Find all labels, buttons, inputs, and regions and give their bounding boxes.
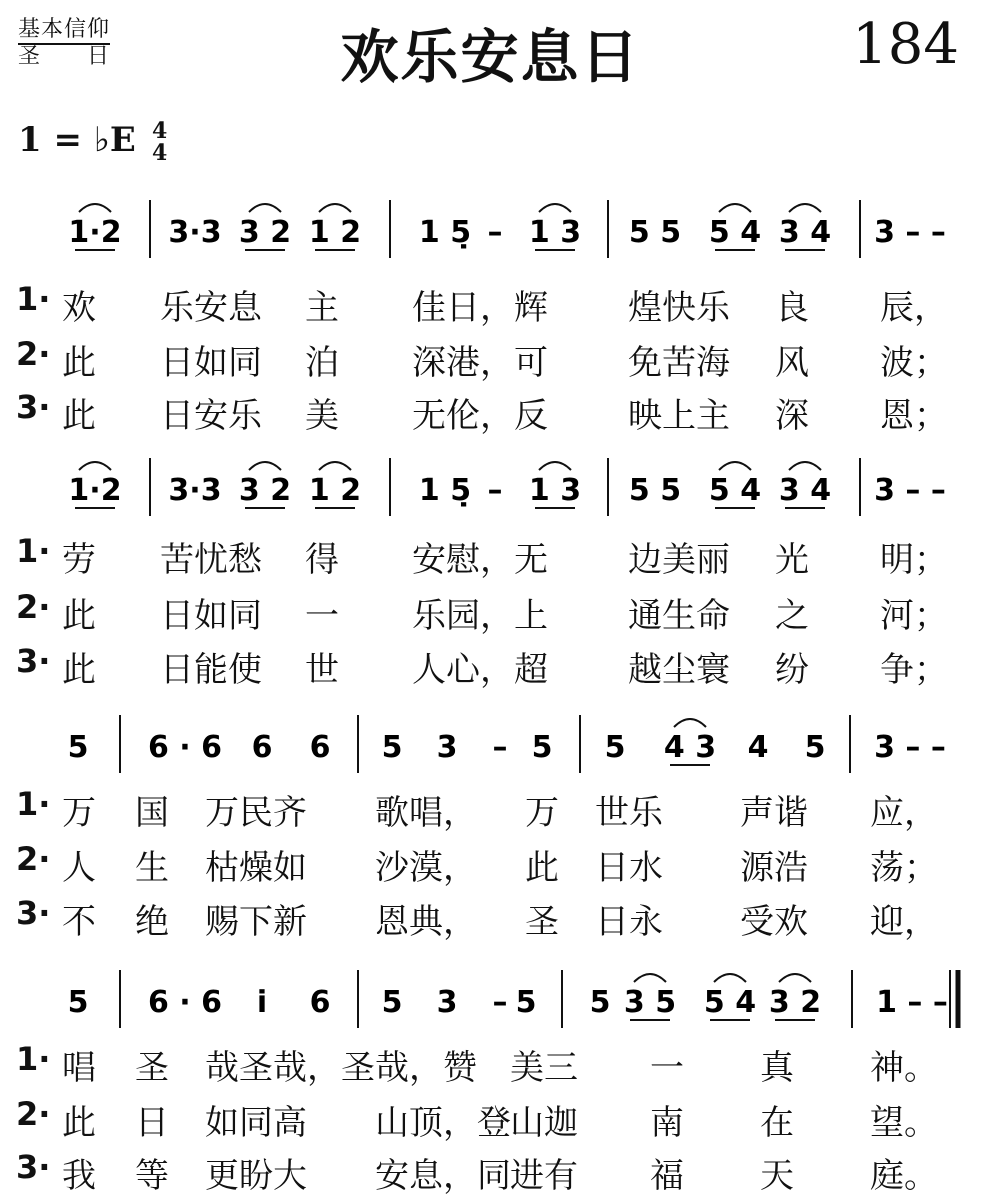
note-group: 5 — [515, 985, 537, 1020]
lyric-syllable: 源浩 — [740, 848, 808, 888]
verse-number: 2· — [16, 588, 51, 626]
verse-number: 1· — [16, 785, 51, 823]
lyric-syllable: 歌唱， — [375, 793, 477, 833]
lyric-syllable: 南 — [650, 1103, 684, 1143]
category-line-1: 基本信仰 — [18, 18, 110, 45]
lyric-syllable: 哉，赞 — [375, 1048, 477, 1088]
lyric-syllable: 应， — [870, 793, 938, 833]
note-group: 1 3 — [528, 215, 582, 250]
note-group: 4 — [747, 730, 769, 765]
lyric-syllable: 安息，同 — [375, 1156, 511, 1196]
note-group: 3 – – — [874, 215, 946, 250]
lyric-syllable: 生 — [135, 848, 169, 888]
lyric-syllable: 此 — [62, 650, 96, 690]
lyric-syllable: 进有 — [510, 1156, 578, 1196]
note-group: 5 — [67, 730, 89, 765]
note-group: 5 5 — [628, 215, 682, 250]
lyric-syllable: 万 — [62, 793, 96, 833]
slur-mark — [789, 462, 821, 470]
lyric-syllable: 圣 — [135, 1048, 169, 1088]
time-numerator: 4 — [152, 118, 168, 144]
note-group: 5 — [381, 730, 403, 765]
hymn-title: 欢乐安息日 — [340, 23, 641, 91]
note-group: 6 — [309, 730, 331, 765]
lyric-syllable: 日水 — [595, 848, 663, 888]
note-group: 3 – – — [874, 473, 946, 508]
lyric-syllable: 受欢 — [740, 902, 808, 942]
lyric-syllable: 如同高 — [205, 1103, 307, 1143]
notation-svg — [0, 960, 981, 1040]
slur-mark — [719, 204, 751, 212]
lyric-syllable: 光 — [775, 540, 809, 580]
lyric-syllable: 国 — [135, 793, 169, 833]
note-group: 5 4 — [708, 473, 762, 508]
verse-number: 1· — [16, 1040, 51, 1078]
verse-number: 2· — [16, 840, 51, 878]
lyric-syllable: 唱 — [62, 1048, 96, 1088]
lyric-syllable: 哉圣哉，圣 — [205, 1048, 375, 1088]
lyric-syllable: 恩典， — [375, 902, 477, 942]
lyric-syllable: 波； — [880, 343, 948, 383]
lyric-syllable: 一 — [650, 1048, 684, 1088]
lyric-syllable: 美 — [305, 396, 339, 436]
notation-system-4 — [0, 960, 981, 1040]
lyric-syllable: 真 — [760, 1048, 794, 1088]
lyric-line-verse-3 — [0, 388, 981, 440]
lyric-line-verse-2 — [0, 335, 981, 387]
lyric-syllable: 更盼大 — [205, 1156, 307, 1196]
note-group: 3 2 — [768, 985, 822, 1020]
lyric-syllable: 人 — [62, 848, 96, 888]
lyric-syllable: 安慰，无 — [412, 540, 548, 580]
note-group: 1 – – — [876, 985, 948, 1020]
slur-mark — [789, 204, 821, 212]
lyric-syllable: 迎， — [870, 902, 938, 942]
lyric-syllable: 圣 — [525, 902, 559, 942]
lyric-syllable: 深港，可 — [412, 343, 548, 383]
note-group: – — [492, 730, 508, 765]
note-group: 1 3 — [528, 473, 582, 508]
verse-number: 3· — [16, 642, 51, 680]
lyric-syllable: 风 — [775, 343, 809, 383]
note-group: 5 5 — [628, 473, 682, 508]
lyric-syllable: 世乐 — [595, 793, 663, 833]
lyric-syllable: 日永 — [595, 902, 663, 942]
lyric-syllable: 免苦海 — [628, 343, 730, 383]
slur-mark — [539, 462, 571, 470]
note-group: 1·2 — [68, 215, 122, 250]
lyric-syllable: 日 — [135, 1103, 169, 1143]
lyric-syllable: 声谐 — [740, 793, 808, 833]
lyric-syllable: 赐下新 — [205, 902, 307, 942]
lyric-line-verse-3 — [0, 642, 981, 694]
lyric-syllable: 乐安息 — [160, 288, 262, 328]
lyric-syllable: 日如同 — [160, 596, 262, 636]
lyric-syllable: 恩； — [880, 396, 948, 436]
lyric-syllable: 山迦 — [510, 1103, 578, 1143]
lyric-syllable: 天 — [760, 1156, 794, 1196]
lyric-syllable: 美三 — [510, 1048, 578, 1088]
note-group: 5 — [531, 730, 553, 765]
lyric-syllable: 辰， — [880, 288, 948, 328]
lyric-syllable: 无伦，反 — [412, 396, 548, 436]
lyric-syllable: 河； — [880, 596, 948, 636]
note-group: 1 5̣ — [418, 215, 472, 250]
lyric-syllable: 边美丽 — [628, 540, 730, 580]
lyric-syllable: 主 — [305, 288, 339, 328]
hymn-number: 184 — [852, 12, 959, 77]
lyric-syllable: 不 — [62, 902, 96, 942]
verse-number: 3· — [16, 388, 51, 426]
slur-mark — [319, 204, 351, 212]
note-group: 6 — [309, 985, 331, 1020]
note-group: 3 4 — [778, 215, 832, 250]
time-signature — [152, 120, 167, 164]
lyric-syllable: 此 — [62, 343, 96, 383]
lyric-syllable: 苦忧愁 — [160, 540, 262, 580]
lyric-syllable: 欢 — [62, 288, 96, 328]
time-denominator: 4 — [152, 140, 168, 166]
lyric-syllable: 纷 — [775, 650, 809, 690]
note-group: 3 2 — [238, 215, 292, 250]
slur-mark — [634, 974, 666, 982]
slur-mark — [319, 462, 351, 470]
lyric-line-verse-2 — [0, 840, 981, 892]
lyric-syllable: 望。 — [870, 1103, 938, 1143]
note-group: 6 — [251, 730, 273, 765]
lyric-syllable: 神。 — [870, 1048, 938, 1088]
verse-number: 2· — [16, 1095, 51, 1133]
note-group: 1 5̣ — [418, 473, 472, 508]
note-group: 3 2 — [238, 473, 292, 508]
lyric-syllable: 我 — [62, 1156, 96, 1196]
lyric-syllable: 日能使 — [160, 650, 262, 690]
lyric-syllable: 荡； — [870, 848, 938, 888]
note-group: 1·2 — [68, 473, 122, 508]
note-group: 1 2 — [308, 215, 362, 250]
lyric-line-verse-2 — [0, 588, 981, 640]
note-group: 5 — [804, 730, 826, 765]
note-group: i̇ — [256, 985, 268, 1020]
lyric-syllable: 此 — [62, 596, 96, 636]
note-group: 5 — [604, 730, 626, 765]
verse-number: 3· — [16, 894, 51, 932]
note-group: 3·3 — [168, 473, 222, 508]
verse-number: 1· — [16, 532, 51, 570]
note-group: 6 · 6 — [147, 985, 223, 1020]
lyric-syllable: 之 — [775, 596, 809, 636]
lyric-syllable: 万 — [525, 793, 559, 833]
lyric-syllable: 日安乐 — [160, 396, 262, 436]
key-signature: 1 = ♭E — [18, 120, 136, 160]
verse-number: 1· — [16, 280, 51, 318]
lyric-syllable: 此 — [525, 848, 559, 888]
lyric-syllable: 等 — [135, 1156, 169, 1196]
lyric-syllable: 此 — [62, 1103, 96, 1143]
note-group: 4 3 — [663, 730, 717, 765]
lyric-line-verse-1 — [0, 785, 981, 837]
lyric-syllable: 人心，超 — [412, 650, 548, 690]
category-line-2: 圣 日 — [18, 44, 111, 69]
slur-mark — [719, 462, 751, 470]
notation-system-2 — [0, 448, 981, 528]
notation-svg — [0, 190, 981, 270]
lyric-syllable: 泊 — [305, 343, 339, 383]
note-group: 3 5 — [623, 985, 677, 1020]
note-group: 5 4 — [708, 215, 762, 250]
lyric-syllable: 世 — [305, 650, 339, 690]
note-group: 1 2 — [308, 473, 362, 508]
lyric-syllable: 劳 — [62, 540, 96, 580]
lyric-syllable: 明； — [880, 540, 948, 580]
lyric-syllable: 万民齐 — [205, 793, 307, 833]
lyric-syllable: 乐园，上 — [412, 596, 548, 636]
note-group: 5 — [67, 985, 89, 1020]
note-group: 5 — [381, 985, 403, 1020]
slur-mark — [79, 204, 111, 212]
lyric-line-verse-3 — [0, 894, 981, 946]
note-group: 3·3 — [168, 215, 222, 250]
lyric-line-verse-3 — [0, 1148, 981, 1200]
lyric-line-verse-1 — [0, 1040, 981, 1092]
lyric-syllable: 山顶，登 — [375, 1103, 511, 1143]
lyric-line-verse-1 — [0, 280, 981, 332]
notation-system-1 — [0, 190, 981, 270]
lyric-syllable: 枯燥如 — [205, 848, 307, 888]
lyric-syllable: 沙漠， — [375, 848, 477, 888]
lyric-syllable: 越尘寰 — [628, 650, 730, 690]
note-group: – — [487, 473, 503, 508]
slur-mark — [674, 719, 706, 727]
lyric-syllable: 深 — [775, 396, 809, 436]
lyric-syllable: 福 — [650, 1156, 684, 1196]
lyric-syllable: 佳日，辉 — [412, 288, 548, 328]
lyric-syllable: 庭。 — [870, 1156, 938, 1196]
lyric-line-verse-2 — [0, 1095, 981, 1147]
slur-mark — [249, 462, 281, 470]
lyric-syllable: 得 — [305, 540, 339, 580]
note-group: 3 4 — [778, 473, 832, 508]
verse-number: 2· — [16, 335, 51, 373]
lyric-syllable: 映上主 — [628, 396, 730, 436]
note-group: 3 — [436, 985, 458, 1020]
note-group: 6 · 6 — [147, 730, 223, 765]
slur-mark — [714, 974, 746, 982]
notation-svg — [0, 448, 981, 528]
slur-mark — [779, 974, 811, 982]
lyric-line-verse-1 — [0, 532, 981, 584]
slur-mark — [539, 204, 571, 212]
notation-svg — [0, 705, 981, 785]
note-group: 5 — [589, 985, 611, 1020]
lyric-syllable: 通生命 — [628, 596, 730, 636]
slur-mark — [249, 204, 281, 212]
lyric-syllable: 良 — [775, 288, 809, 328]
slur-mark — [79, 462, 111, 470]
note-group: – — [487, 215, 503, 250]
lyric-syllable: 日如同 — [160, 343, 262, 383]
notation-system-3 — [0, 705, 981, 785]
verse-number: 3· — [16, 1148, 51, 1186]
lyric-syllable: 争； — [880, 650, 948, 690]
lyric-syllable: 煌快乐 — [628, 288, 730, 328]
note-group: – — [492, 985, 508, 1020]
lyric-syllable: 绝 — [135, 902, 169, 942]
lyric-syllable: 在 — [760, 1103, 794, 1143]
note-group: 3 – – — [874, 730, 946, 765]
note-group: 5 4 — [703, 985, 757, 1020]
note-group: 3 — [436, 730, 458, 765]
lyric-syllable: 此 — [62, 396, 96, 436]
lyric-syllable: 一 — [305, 596, 339, 636]
